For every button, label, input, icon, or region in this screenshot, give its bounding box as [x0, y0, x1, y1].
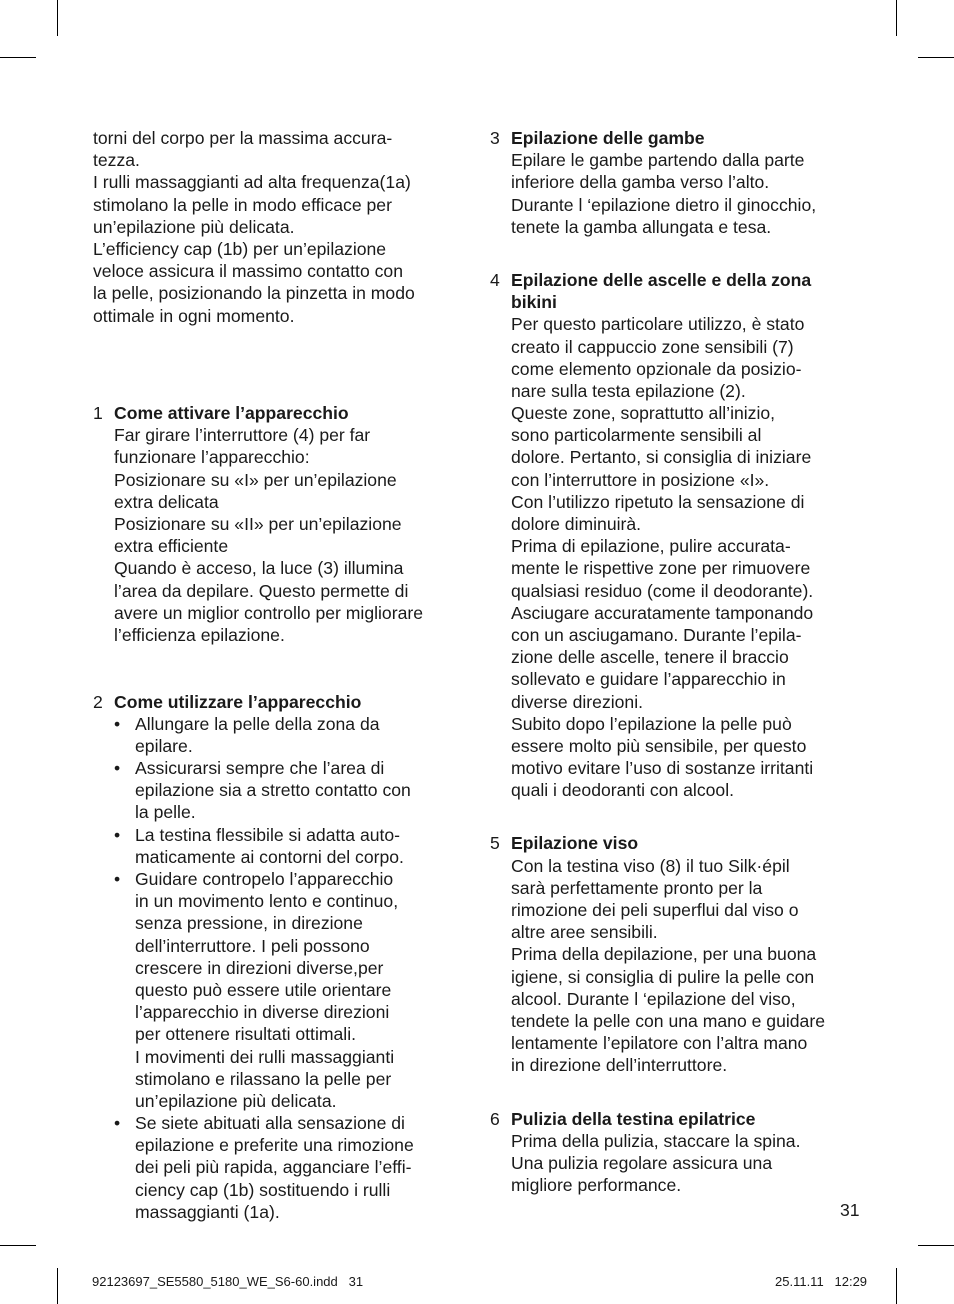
section-number: 5 — [490, 833, 500, 854]
text-line: crescere in direzioni diverse,per — [135, 957, 384, 978]
text-line: la pelle. — [135, 802, 196, 823]
text-line: L’efficiency cap (1b) per un’epilazione — [93, 238, 387, 259]
crop-mark — [0, 1245, 36, 1246]
text-line: migliore performance. — [511, 1175, 682, 1196]
text-line: dolore. Pertanto, si consiglia di iniziare — [511, 447, 812, 468]
section-number: 4 — [490, 269, 500, 290]
text-line: extra efficiente — [114, 536, 229, 557]
text-line: dolore diminuirà. — [511, 514, 642, 534]
crop-mark — [918, 1245, 954, 1246]
text-line: dei peli più rapida, agganciare l’effi- — [135, 1157, 412, 1178]
text-line: tezza. — [93, 150, 140, 171]
text-line: un’epilazione più delicata. — [93, 216, 295, 237]
bullet-item — [93, 757, 465, 824]
text-line: questo può essere utile orientare — [135, 979, 392, 1000]
text-line: epilazione sia a stretto contatto con — [135, 780, 411, 801]
text-line: Epilare le gambe partendo dalla parte — [511, 150, 805, 171]
bullet-icon: • — [114, 1113, 121, 1134]
text-line: avere un miglior controllo per migliorare — [114, 602, 423, 623]
text-line: ciency cap (1b) sostituendo i rulli — [135, 1179, 391, 1200]
text-line: dell’interruttore. I peli possono — [135, 935, 370, 956]
bullet-item — [93, 713, 465, 757]
section-face — [490, 832, 870, 1076]
section-title: Pulizia della testina epilatrice — [511, 1108, 756, 1129]
text-line: nare sulla testa epilazione (2). — [511, 380, 746, 401]
text-line: Far girare l’interruttore (4) per far — [114, 425, 371, 446]
text-line: con un asciugamano. Durante l’epila- — [511, 624, 802, 645]
section-number: 1 — [93, 403, 103, 424]
section-title: Epilazione viso — [511, 833, 639, 854]
section-activate — [93, 402, 465, 646]
text-line: Prima della depilazione, per una buona — [511, 944, 817, 965]
section-number: 2 — [93, 691, 103, 712]
bullet-icon: • — [114, 758, 121, 779]
text-line: Con l’utilizzo ripetuto la sensazione di — [511, 491, 805, 512]
text-line: motivo evitare l’uso di sostanze irritanti — [511, 758, 814, 779]
crop-mark — [0, 57, 36, 58]
text-line: maticamente ai contorni del corpo. — [135, 846, 404, 867]
text-line: Assicurarsi sempre che l’area di — [135, 758, 385, 779]
text-line: con l’interruttore in posizione «I». — [511, 469, 770, 490]
section-title: Epilazione delle ascelle e della zona — [511, 269, 812, 290]
footer-file-info: 92123697_SE5580_5180_WE_S6-60.indd 31 — [92, 1274, 364, 1289]
text-line: in direzione dell’interruttore. — [511, 1055, 728, 1076]
text-line: in un movimento lento e continuo, — [135, 891, 399, 912]
intro-paragraph — [93, 127, 465, 327]
crop-mark — [57, 0, 58, 36]
text-line: mente le rispettive zone per rimuovere — [511, 558, 811, 579]
text-line: I movimenti dei rulli massaggianti — [135, 1046, 395, 1067]
text-line: per ottenere risultati ottimali. — [135, 1024, 356, 1045]
bullet-icon: • — [114, 869, 121, 889]
text-line: torni del corpo per la massima accura- — [93, 128, 393, 148]
section-legs — [490, 127, 870, 238]
text-line: veloce assicura il massimo contatto con — [93, 261, 403, 282]
bullet-item — [93, 1112, 465, 1223]
text-line: stimolano e rilassano la pelle per — [135, 1068, 392, 1089]
text-line: Per questo particolare utilizzo, è stato — [511, 314, 805, 335]
text-line: zione delle ascelle, tenere il braccio — [511, 647, 789, 668]
right-column — [490, 127, 870, 1196]
text-line: Prima della pulizia, staccare la spina. — [511, 1130, 801, 1151]
text-line: I rulli massaggianti ad alta frequenza(1a) — [93, 172, 411, 193]
text-line: alcool. Durante l ‘epilazione del viso, — [511, 988, 796, 1009]
crop-mark — [57, 1268, 58, 1304]
text-line: sollevato e guidare l’apparecchio in — [511, 669, 786, 690]
bullet-item — [93, 824, 465, 868]
text-line: Subito dopo l’epilazione la pelle può — [511, 713, 792, 734]
text-line: un’epilazione più delicata. — [135, 1090, 337, 1111]
text-line: Queste zone, soprattutto all’inizio, — [511, 403, 776, 424]
text-line: lentamente l’epilatore con l’altra mano — [511, 1033, 808, 1054]
text-line: massaggianti (1a). — [135, 1201, 280, 1222]
crop-mark — [896, 1268, 897, 1304]
text-line: quali i deodoranti con alcool. — [511, 780, 735, 801]
text-line: altre aree sensibili. — [511, 922, 658, 943]
text-line: Se siete abituati alla sensazione di — [135, 1113, 405, 1134]
text-line: epilazione e preferite una rimozione — [135, 1135, 414, 1156]
bullet-icon: • — [114, 824, 121, 845]
text-line: tenete la gamba allungata e tesa. — [511, 216, 772, 237]
text-line: tendete la pelle con una mano e guidare — [511, 1010, 825, 1031]
text-line: igiene, si consiglia di pulire la pelle con — [511, 966, 815, 987]
crop-mark — [896, 0, 897, 36]
left-column — [93, 127, 465, 1223]
text-line: rimozione dei peli superflui dal viso o — [511, 900, 799, 920]
text-line: Una pulizia regolare assicura una — [511, 1152, 773, 1173]
footer-date: 25.11.11 12:29 — [775, 1274, 868, 1289]
text-line: funzionare l’apparecchio: — [114, 447, 310, 468]
section-number: 3 — [490, 128, 500, 148]
text-line: Guidare contropelo l’apparecchio — [135, 869, 394, 889]
text-line: creato il cappuccio zone sensibili (7) — [511, 336, 794, 357]
text-line: essere molto più sensibile, per questo — [511, 735, 807, 756]
text-line: la pelle, posizionando la pinzetta in modo — [93, 283, 415, 304]
text-line: sono particolarmente sensibili al — [511, 425, 762, 446]
text-line: diverse direzioni. — [511, 691, 644, 712]
section-title: Come attivare l’apparecchio — [114, 403, 349, 424]
section-title-continued: bikini — [511, 292, 557, 313]
text-line: Durante l ‘epilazione dietro il ginocchio, — [511, 194, 817, 215]
text-line: La testina flessibile si adatta auto- — [135, 824, 401, 845]
text-line: stimolano la pelle in modo efficace per — [93, 194, 392, 215]
crop-mark — [918, 57, 954, 58]
text-line: qualsiasi residuo (come il deodorante). — [511, 580, 814, 601]
text-line: Quando è acceso, la luce (3) illumina — [114, 558, 404, 579]
section-title: Epilazione delle gambe — [511, 128, 705, 148]
bullet-icon: • — [114, 713, 121, 734]
text-line: ottimale in ogni momento. — [93, 305, 295, 326]
bullet-item — [93, 868, 465, 1112]
text-line: extra delicata — [114, 491, 219, 512]
text-line: epilare. — [135, 735, 193, 756]
text-line: come elemento opzionale da posizio- — [511, 358, 802, 379]
text-line: Asciugare accuratamente tamponando — [511, 602, 814, 623]
text-line: l’area da depilare. Questo permette di — [114, 580, 409, 601]
text-line: Con la testina viso (8) il tuo Silk·épil — [511, 855, 790, 876]
section-use — [93, 691, 465, 1224]
text-line: Posizionare su «II» per un’epilazione — [114, 514, 402, 534]
text-line: Posizionare su «I» per un’epilazione — [114, 469, 397, 490]
text-line: l’apparecchio in diverse direzioni — [135, 1002, 390, 1023]
text-line: Prima di epilazione, pulire accurata- — [511, 536, 791, 557]
section-underarm-bikini — [490, 269, 870, 802]
text-line: Allungare la pelle della zona da — [135, 713, 380, 734]
section-cleaning — [490, 1108, 870, 1197]
text-line: inferiore della gamba verso l’alto. — [511, 172, 770, 193]
text-line: senza pressione, in direzione — [135, 913, 363, 934]
text-line: l’efficienza epilazione. — [114, 624, 285, 645]
section-number: 6 — [490, 1108, 500, 1129]
section-title: Come utilizzare l’apparecchio — [114, 691, 362, 712]
page-number: 31 — [840, 1200, 860, 1220]
text-line: sarà perfettamente pronto per la — [511, 877, 763, 898]
